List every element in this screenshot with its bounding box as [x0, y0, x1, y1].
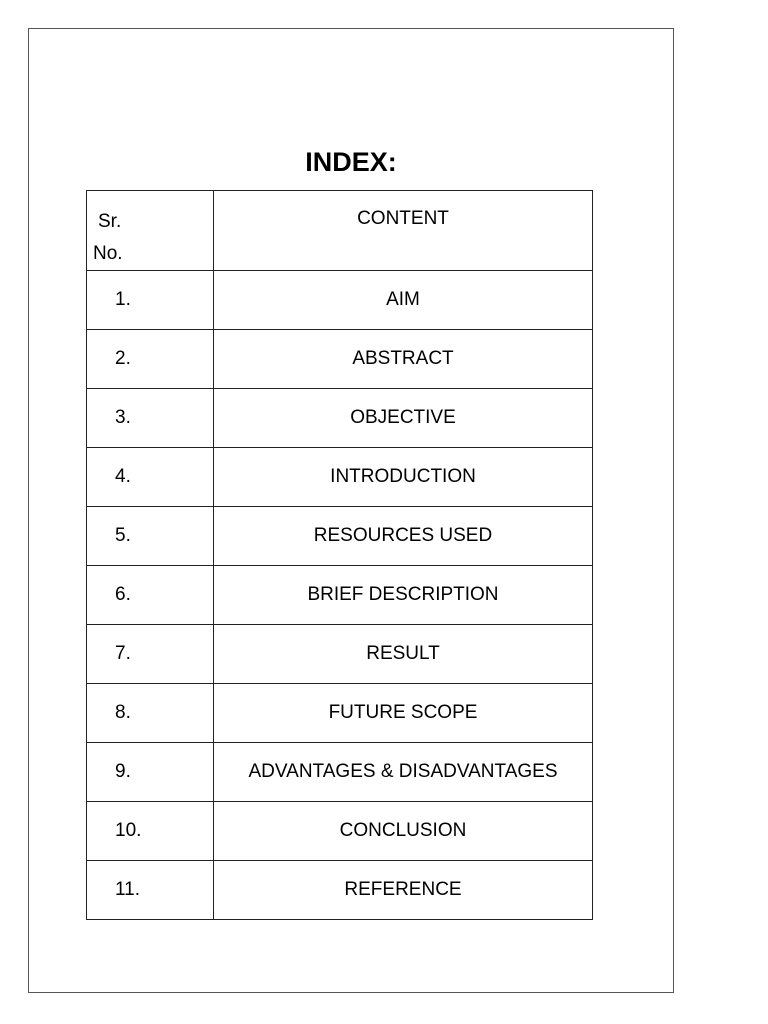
- row-content: AIM: [214, 271, 593, 330]
- table-row: [87, 448, 593, 507]
- table-row: [87, 625, 593, 684]
- page-title: INDEX:: [305, 147, 397, 177]
- header-sr-no: [87, 191, 214, 271]
- header-content: CONTENT: [214, 191, 593, 271]
- row-number: 8.: [87, 684, 214, 743]
- table-row: [87, 684, 593, 743]
- header-sr-line2: No.: [93, 243, 123, 264]
- row-content: FUTURE SCOPE: [214, 684, 593, 743]
- table-header-row: [87, 191, 593, 271]
- header-sr-line1: Sr.: [98, 211, 122, 232]
- row-number: 4.: [87, 448, 214, 507]
- table-row: [87, 389, 593, 448]
- row-number: 3.: [87, 389, 214, 448]
- row-content: RESOURCES USED: [214, 507, 593, 566]
- row-number: 9.: [87, 743, 214, 802]
- table-row: [87, 861, 593, 920]
- page-frame: [28, 28, 674, 993]
- table-row: [87, 330, 593, 389]
- row-content: ABSTRACT: [214, 330, 593, 389]
- row-content: RESULT: [214, 625, 593, 684]
- row-number: 10.: [87, 802, 214, 861]
- row-number: 7.: [87, 625, 214, 684]
- table-row: [87, 802, 593, 861]
- row-number: 11.: [87, 861, 214, 920]
- table-row: [87, 507, 593, 566]
- row-content: INTRODUCTION: [214, 448, 593, 507]
- row-content: CONCLUSION: [214, 802, 593, 861]
- row-number: 1.: [87, 271, 214, 330]
- row-content: REFERENCE: [214, 861, 593, 920]
- table-row: [87, 271, 593, 330]
- row-content: OBJECTIVE: [214, 389, 593, 448]
- table-row: [87, 566, 593, 625]
- row-content: BRIEF DESCRIPTION: [214, 566, 593, 625]
- index-table: [86, 190, 593, 920]
- table-row: [87, 743, 593, 802]
- row-number: 5.: [87, 507, 214, 566]
- row-number: 6.: [87, 566, 214, 625]
- row-number: 2.: [87, 330, 214, 389]
- row-content: ADVANTAGES & DISADVANTAGES: [214, 743, 593, 802]
